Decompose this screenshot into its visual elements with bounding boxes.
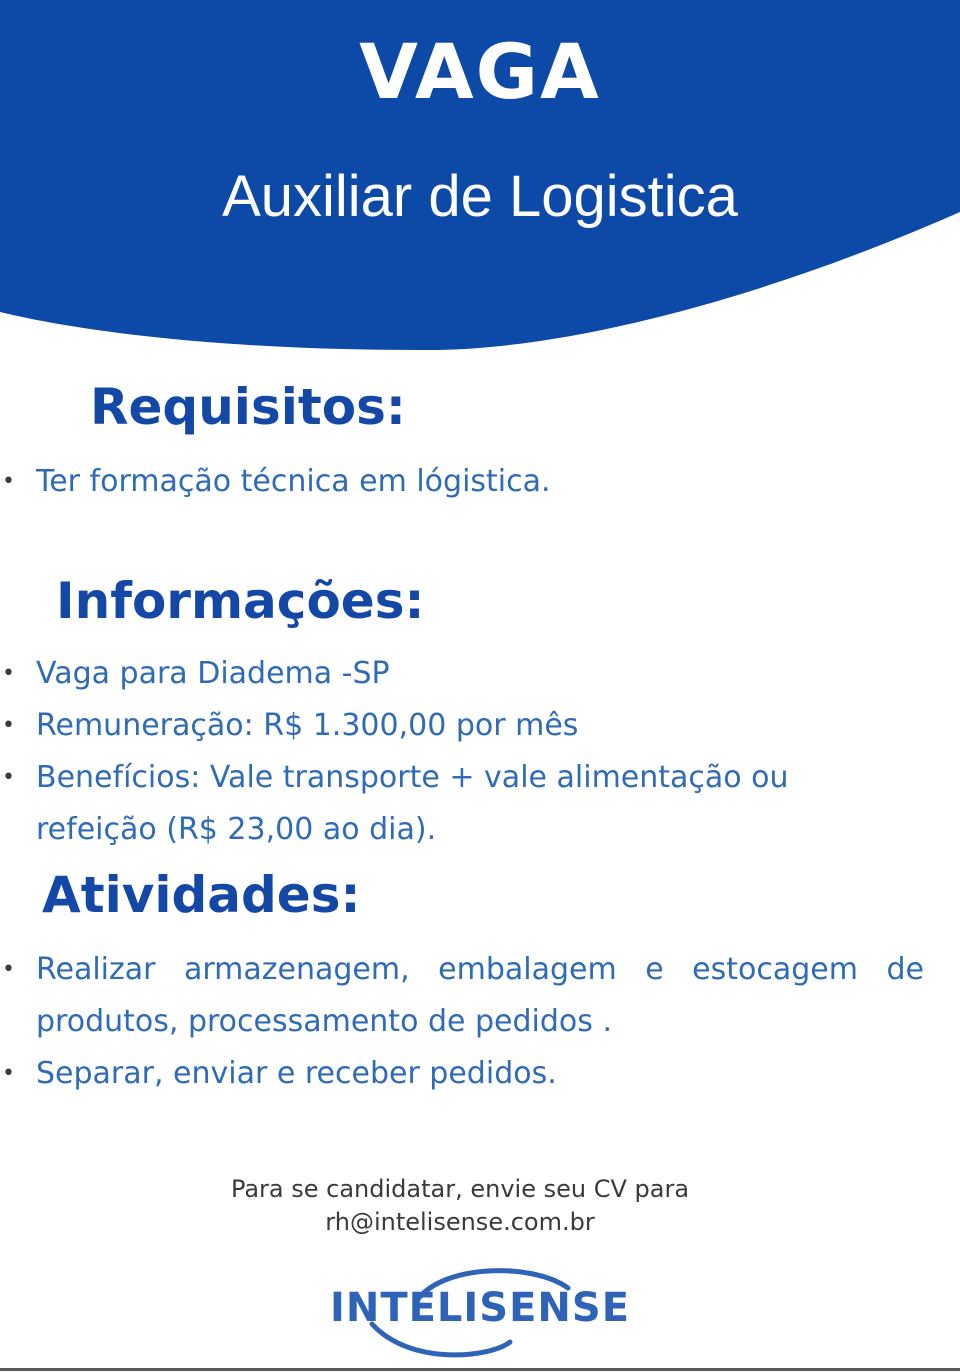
info-benefits-text: Benefícios: Vale transporte + vale alimentação ou refeição (R$ 23,00 ao dia). xyxy=(36,760,789,847)
informacoes-heading: Informações: xyxy=(56,572,425,630)
info-location-text: Vaga para Diadema -SP xyxy=(36,656,390,691)
list-item xyxy=(0,752,836,856)
bullet-icon: • xyxy=(2,661,15,686)
atividades-list xyxy=(0,944,924,1100)
atividade-text: Separar, enviar e receber pedidos. xyxy=(36,1056,557,1091)
bullet-icon: • xyxy=(2,957,15,982)
bullet-icon: • xyxy=(2,1061,15,1086)
atividades-heading: Atividades: xyxy=(42,866,361,924)
requisito-text: Ter formação técnica em lógistica. xyxy=(36,464,551,499)
info-salary-text: Remuneração: R$ 1.300,00 por mês xyxy=(36,708,579,743)
contact-email[interactable]: rh@intelisense.com.br xyxy=(325,1208,595,1236)
logo-wordmark: INTELISENSE xyxy=(329,1285,631,1331)
requisitos-heading: Requisitos: xyxy=(90,378,406,436)
list-item xyxy=(0,456,551,508)
requisitos-list xyxy=(0,456,551,508)
atividade-text: Realizar armazenagem, embalagem e estocagem de produtos, processamento de pedidos . xyxy=(36,952,924,1039)
bottom-divider xyxy=(0,1368,960,1371)
informacoes-list xyxy=(0,648,900,856)
list-item xyxy=(0,648,900,700)
intelisense-logo xyxy=(320,1262,640,1358)
list-item xyxy=(0,944,924,1048)
page-title: VAGA xyxy=(359,27,601,116)
job-title: Auxiliar de Logistica xyxy=(222,164,738,229)
list-item xyxy=(0,1048,924,1100)
bullet-icon: • xyxy=(2,713,15,738)
bullet-icon: • xyxy=(2,469,15,494)
apply-instructions: Para se candidatar, envie seu CV para xyxy=(230,1175,690,1203)
list-item xyxy=(0,700,900,752)
bullet-icon: • xyxy=(2,765,15,790)
